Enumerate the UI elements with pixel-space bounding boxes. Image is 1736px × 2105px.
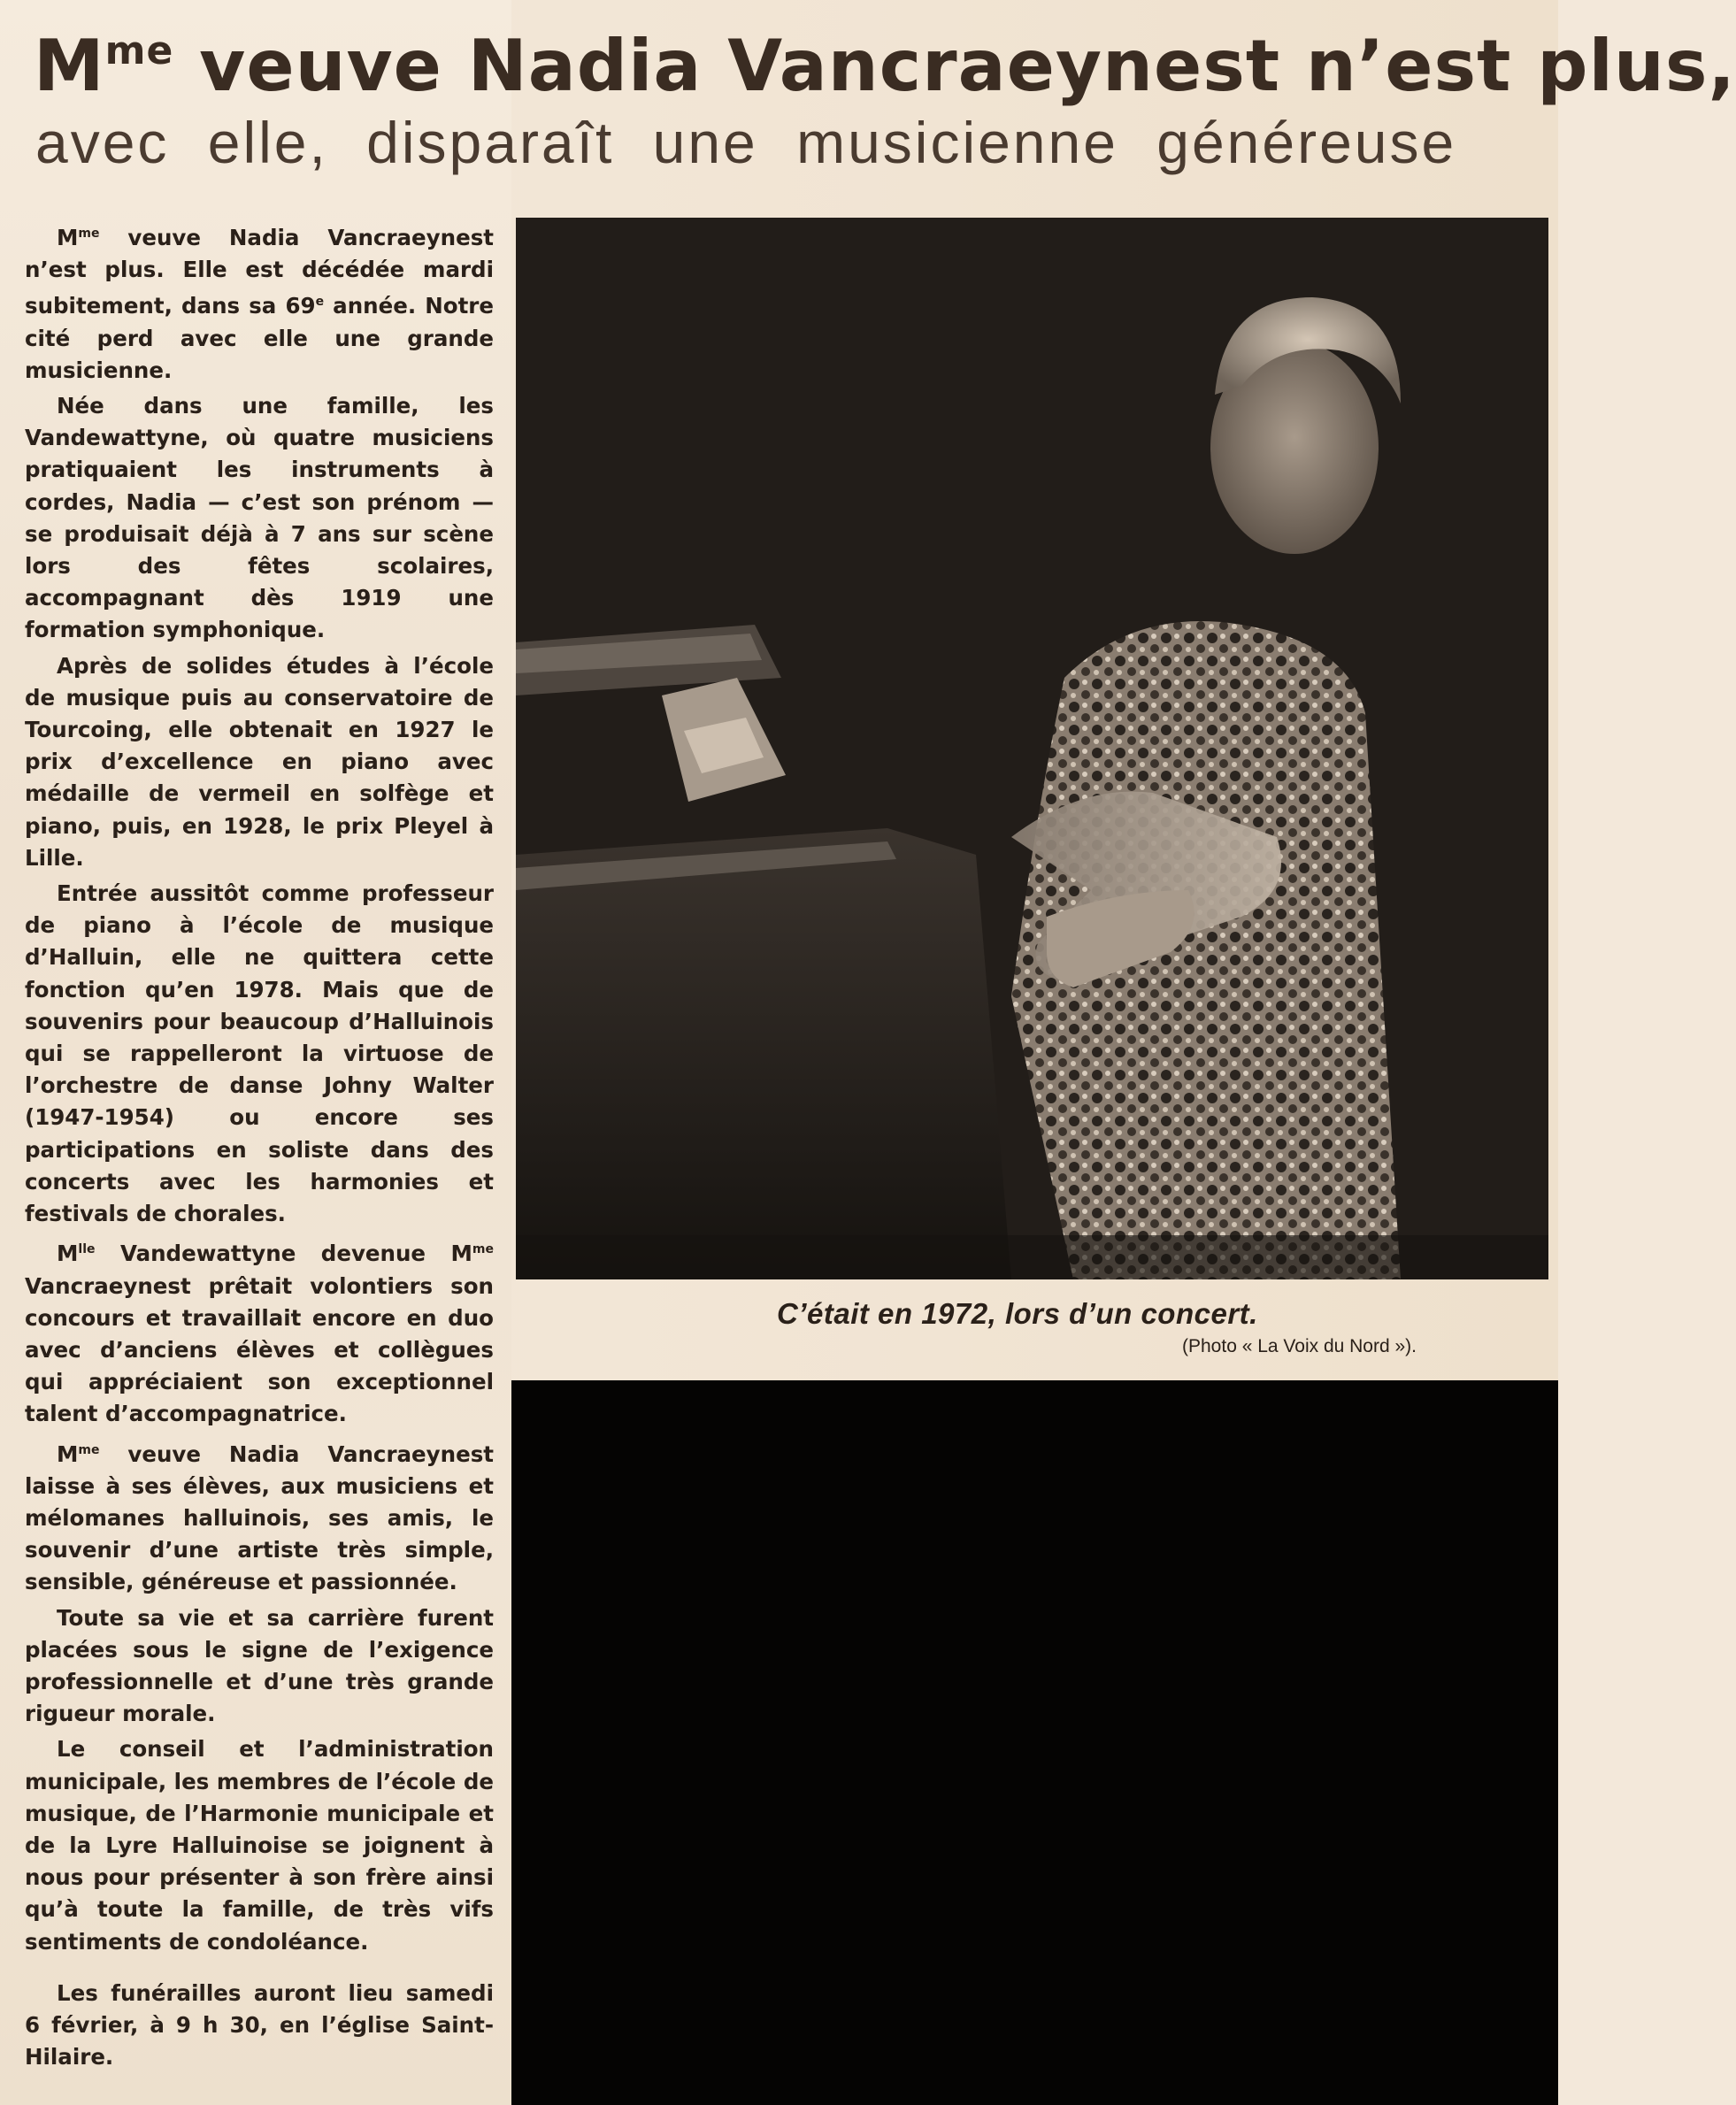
concert-photo xyxy=(516,218,1548,1279)
p1-sup: me xyxy=(78,227,100,241)
article-paragraph-9: Les funérailles auront lieu samedi 6 février, à 9 h 30, en l’église Saint-Hilaire. xyxy=(25,1979,494,2070)
photo-credit: (Photo « La Voix du Nord »). xyxy=(1182,1336,1417,1356)
article-paragraph-7: Toute sa vie et sa carrière furent placées sous le signe de l’exigence professionnelle et d’une très grande rigueur morale. xyxy=(25,1604,494,1727)
headline-rest: veuve Nadia Vancraeynest n’est plus, xyxy=(173,25,1736,107)
photo-bottom-shadow xyxy=(516,1235,1548,1279)
p6-text: veuve Nadia Vancraeynest laisse à ses élèves, aux musiciens et mélomanes halluinois, ses amis, le souvenir d’une artiste très simple, sensible, généreuse et passionnée. xyxy=(25,1440,494,1595)
photo-illustration xyxy=(516,218,1548,1279)
headline-sup: me xyxy=(104,28,174,73)
article-paragraph-5 xyxy=(25,1233,494,1430)
article-paragraph-2: Née dans une famille, les Vandewattyne, où quatre musiciens pratiquaient les instruments à cordes, Nadia — c’est son prénom — se produisait déjà à 7 ans sur scène lors des fêtes scolaires, accompagnant dès 1919 une formation symphonique. xyxy=(25,393,494,643)
p5-text: Vancraeynest prêtait volontiers son concours et travaillait encore en duo avec d’anciens élèves et collègues qui appréciaient son exceptionnel talent d’accompagnatrice. xyxy=(25,1272,494,1427)
headline xyxy=(34,7,1736,111)
p6-sup: me xyxy=(78,1442,100,1457)
headline-prefix: M xyxy=(34,25,105,107)
p6-prefix: M xyxy=(57,1440,79,1467)
p5-prefix: M xyxy=(57,1241,79,1267)
article-paragraph-6 xyxy=(25,1434,494,1599)
p5-sup2: me xyxy=(472,1242,494,1257)
article-paragraph-8: Le conseil et l’administration municipale, les membres de l’école de musique, de l’Harmonie municipale et de la Lyre Halluinoise se joignent à nous pour présenter à son frère ainsi qu’à toute la famille, de très vifs sentiments de condoléance. xyxy=(25,1736,494,1955)
p5-mid: Vandewattyne devenue M xyxy=(95,1241,472,1267)
p1-prefix: M xyxy=(57,225,79,250)
p1-text2: année. Notre cité perd avec elle une grande musicienne. xyxy=(25,293,494,383)
p5-sup: lle xyxy=(78,1242,96,1257)
p1-sup2: e xyxy=(315,295,325,310)
piano-body xyxy=(516,828,1011,1279)
black-area xyxy=(511,1380,1558,2105)
article-column xyxy=(25,218,494,2077)
article-paragraph-3: Après de solides études à l’école de musique puis au conservatoire de Tourcoing, elle obtenait en 1927 le prix d’excellence en piano avec médaille de vermeil en solfège et piano, puis, en 1928, le prix Pleyel à Lille. xyxy=(25,652,494,871)
subheadline: avec elle, disparaît une musicienne généreuse xyxy=(35,110,1457,175)
p1-text: veuve Nadia Vancraeynest n’est plus. Elle est décédée mardi subitement, dans sa 69 xyxy=(25,225,494,319)
article-paragraph-1 xyxy=(25,218,494,387)
photo-caption: C’était en 1972, lors d’un concert. xyxy=(777,1297,1258,1330)
article-paragraph-4: Entrée aussitôt comme professeur de piano à l’école de musique d’Halluin, elle ne quittera cette fonction qu’en 1978. Mais que de souvenirs pour beaucoup d’Halluinois qui se rappelleront la virtuose de l’orchestre de danse Johny Walter (1947-1954) ou encore ses participations en soliste dans des concerts avec les harmonies et festivals de chorales. xyxy=(25,880,494,1227)
